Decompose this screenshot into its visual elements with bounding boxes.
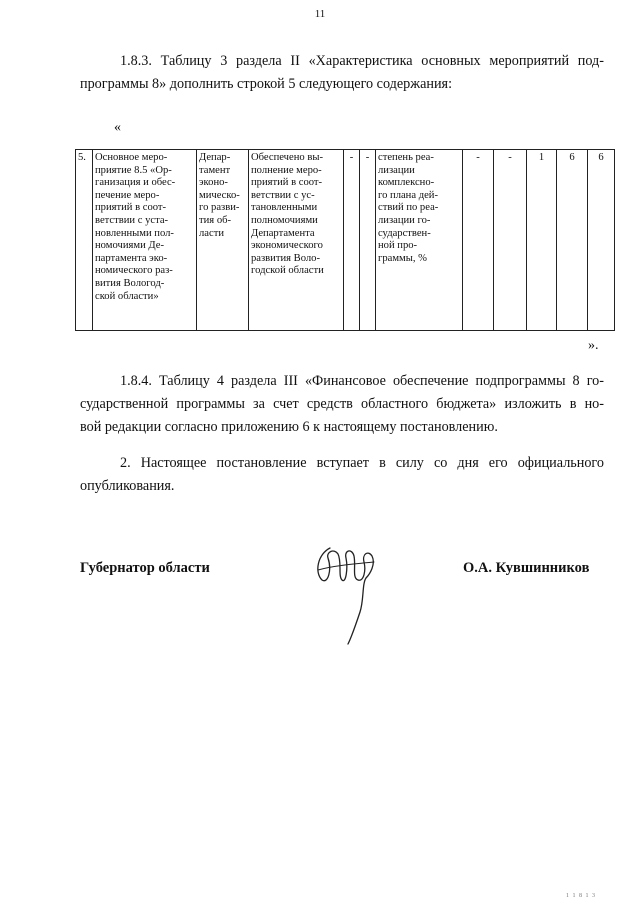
cell-end-year: - <box>360 150 376 331</box>
handwritten-signature <box>312 540 382 650</box>
paragraph-line: сударственной программы за счет средств областного бюджета» изложить в но- <box>80 396 604 412</box>
cell-expected-result: Обеспечено вы- полнение меро- приятий в соот- ветствии с ус- тановленными полномочиями Департамента экономического развития Воло- годской области <box>249 150 344 331</box>
cell-start-year: - <box>344 150 360 331</box>
cell-value-5: 6 <box>588 150 615 331</box>
page-number: 11 <box>314 8 326 20</box>
cell-indicator: степень реа- лизации комплексно- го плана дей- ствий по реа- лизации го- сударствен- ной про- граммы, % <box>376 150 463 331</box>
inserted-table-row <box>75 149 615 331</box>
paragraph-line: вой редакции согласно приложению 6 к настоящему постановлению. <box>80 419 498 435</box>
cell-value-1: - <box>463 150 494 331</box>
footer-print-mark: 1 1 8 1 3 <box>566 893 596 899</box>
paragraph-1-8-3 <box>80 50 604 96</box>
table-row <box>76 150 615 331</box>
cell-value-3: 1 <box>527 150 557 331</box>
paragraph-line: 1.8.3. Таблицу 3 раздела II «Характеристика основных мероприятий под- <box>120 53 604 69</box>
paragraph-line: 1.8.4. Таблицу 4 раздела III «Финансовое обеспечение подпрограммы 8 го- <box>120 373 604 389</box>
signer-title: Губернатор области <box>80 560 210 576</box>
paragraph-line: опубликования. <box>80 478 175 494</box>
closing-quote: ». <box>588 338 599 353</box>
paragraph-line: программы 8» дополнить строкой 5 следующего содержания: <box>80 76 453 92</box>
cell-value-2: - <box>494 150 527 331</box>
cell-measure-name: Основное меро- приятие 8.5 «Ор- ганизация и обес- печение меро- приятий в соот- ветствии с уста- новленными пол- номочиями Де- партамента эко- номического раз- вития Вологод- ской области» <box>93 150 197 331</box>
paragraph-line: 2. Настоящее постановление вступает в силу со дня его официального <box>120 455 604 471</box>
opening-quote: « <box>114 120 121 135</box>
paragraph-2 <box>80 452 604 498</box>
cell-row-number: 5. <box>76 150 93 331</box>
cell-value-4: 6 <box>557 150 588 331</box>
paragraph-1-8-4 <box>80 370 604 439</box>
cell-executor: Депар- тамент эконо- мическо- го разви- тия об- ласти <box>197 150 249 331</box>
signer-name: О.А. Кувшинников <box>463 560 590 576</box>
